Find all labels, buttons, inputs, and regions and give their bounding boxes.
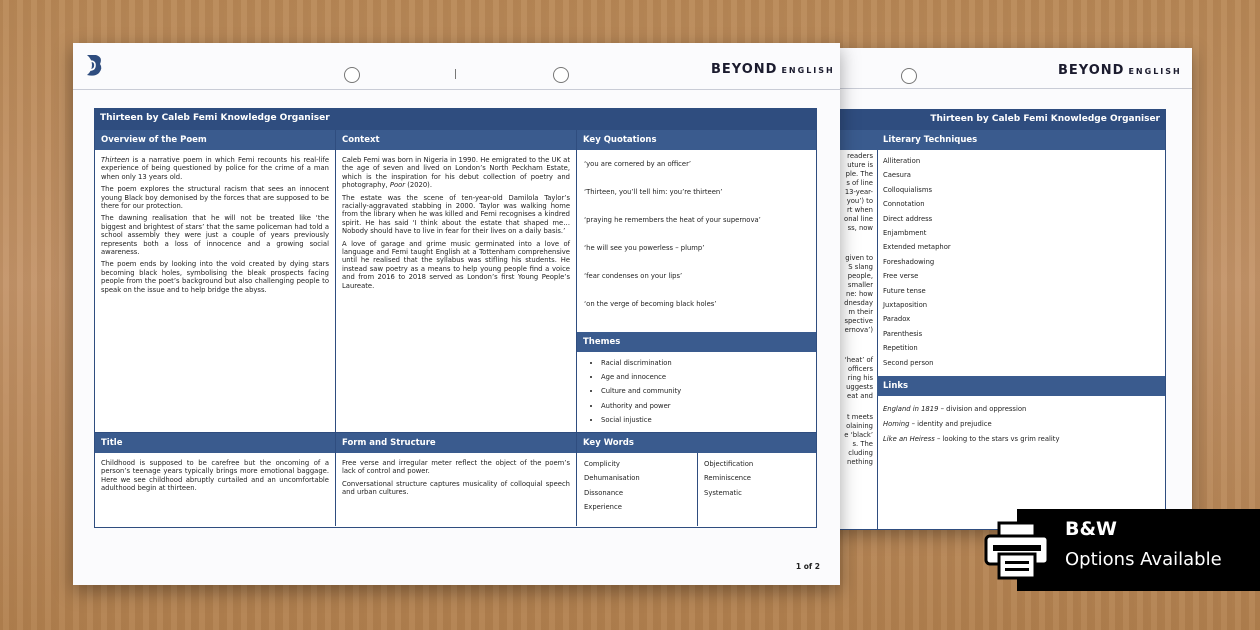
literary-technique-item: Parenthesis — [883, 329, 923, 338]
context-fragment: given to — [845, 254, 873, 262]
literary-technique-item: Free verse — [883, 272, 919, 281]
link-title: England in 1819 — [883, 405, 939, 413]
quotation-item: ‘on the verge of becoming black holes’ — [584, 300, 717, 308]
keywords-col2 — [704, 457, 753, 500]
themes-header: Themes — [577, 332, 816, 352]
link-description: – identity and prejudice — [909, 420, 992, 428]
literary-technique-item: Future tense — [883, 286, 926, 295]
context-fragment: people, — [847, 272, 873, 280]
quotation-item: ‘praying he remembers the heat of your supernova’ — [584, 216, 761, 224]
context-fragment: ernova’) — [844, 326, 873, 334]
back-title-bar: Thirteen by Caleb Femi Knowledge Organiser — [830, 109, 1166, 130]
literary-technique-item: Alliteration — [883, 157, 921, 165]
quotations-list — [584, 160, 810, 328]
brand-logo-text: BEYOND ENGLISH — [1058, 63, 1182, 78]
bw-options-banner — [1017, 509, 1260, 591]
header-rule — [830, 88, 1192, 89]
link-item — [883, 420, 1159, 428]
keyword-item: Complicity — [584, 460, 620, 468]
themes-list-container — [577, 356, 816, 427]
literary-technique-item: Juxtaposition — [883, 301, 928, 310]
quotation-item: ‘Thirteen, you’ll tell him: you’re thirteen’ — [584, 188, 723, 196]
literary-technique-item: Foreshadowing — [883, 257, 935, 266]
links-header: Links — [877, 376, 1165, 396]
link-description: – division and oppression — [938, 405, 1027, 413]
keywords-header: Key Words — [577, 433, 816, 453]
back-grid — [830, 130, 1166, 530]
context-fragment: ne: how — [846, 290, 873, 298]
literary-technique-item: Repetition — [883, 344, 918, 353]
front-page — [73, 43, 840, 585]
context-fragment: rt when — [847, 206, 873, 214]
link-item — [883, 435, 1159, 443]
context-fragment: smaller — [847, 281, 873, 289]
literary-techniques-list — [883, 154, 951, 370]
page-number: 1 of 2 — [795, 562, 820, 571]
context-fragment: S slang — [848, 263, 873, 271]
literary-techniques-header: Literary Techniques — [877, 130, 1165, 150]
context-fragment: eat and — [847, 392, 873, 400]
context-fragment: t meets — [846, 413, 873, 421]
context-fragment: onal line — [844, 215, 873, 223]
quotations-header: Key Quotations — [577, 130, 816, 150]
context-fragment: ple. The — [845, 170, 873, 178]
brand-logo-text: BEYOND ENGLISH — [711, 62, 835, 77]
back-right-column — [877, 130, 1165, 529]
banner-title: B&W — [1065, 518, 1118, 540]
back-page — [830, 48, 1192, 528]
context-fragment: dnesday — [844, 299, 873, 307]
context-fragment: cluding — [848, 449, 873, 457]
banner-subtitle: Options Available — [1065, 549, 1222, 570]
link-item — [883, 405, 1159, 413]
context-fragment: you’) to — [846, 197, 873, 205]
literary-technique-item: Paradox — [883, 315, 911, 324]
title-section — [95, 433, 336, 526]
keywords-divider — [697, 453, 698, 526]
literary-technique-item: Enjambment — [883, 229, 927, 238]
literary-technique-item: Colloquialisms — [883, 185, 932, 194]
context-fragment: m their — [848, 308, 873, 316]
printer-icon — [983, 521, 1053, 581]
keyword-item: Reminiscence — [704, 474, 751, 483]
quotations-section — [577, 130, 816, 433]
context-fragment: olaining — [846, 422, 873, 430]
keywords-col1 — [584, 457, 640, 515]
context-text: Caleb Femi was born in Nigeria in 1990. He emigrated to the UK at the age of seven and lived on London’s North Peckham Estate, which is the inspiration for his debut collection of poetry and photography, Poor (2020). The estate was the scene of ten-year-old Damilola Taylor’s racially-aggravated stabbing in 2000. Taylor was walking home from the library when he was killed and Femi recognises a kindred spirit. He has said ‘I think about the estate that shaped me… Nobody should have to live in fear for their lives on a daily basis.’ A love of garage and grime music germinated into a love of language and Femi taught English at a Tottenham comprehensive until he realised that the syllabus was stifling his students. He instead saw poetry as a means to help young people find a voice and from 2016 to 2018 served as London’s first Young People’s Laureate. — [342, 156, 570, 290]
keywords-section — [577, 433, 816, 526]
context-fragment: s of line — [846, 179, 873, 187]
title-bar: Thirteen by Caleb Femi Knowledge Organiser — [94, 108, 817, 130]
keyword-item: Systematic — [704, 488, 742, 497]
quotation-item: ‘you are cornered by an officer’ — [584, 160, 692, 168]
punch-hole — [901, 68, 917, 84]
context-fragment: ss, now — [847, 224, 873, 232]
link-description: – looking to the stars vs grim reality — [934, 435, 1060, 443]
theme-item: • Age and innocence — [601, 370, 816, 384]
context-fragment: uture is — [847, 161, 873, 169]
theme-item: • Racial discrimination — [601, 356, 816, 370]
overview-header: Overview of the Poem — [95, 130, 335, 150]
context-fragment: e ‘black’ — [844, 431, 873, 439]
context-fragment: s. The — [852, 440, 873, 448]
keyword-item: Dissonance — [584, 488, 624, 497]
context-fragment: ring his — [847, 374, 873, 382]
context-section — [336, 130, 577, 433]
header-rule — [73, 89, 840, 90]
centre-mark — [455, 69, 456, 79]
beyond-logo-icon — [84, 53, 104, 77]
theme-item: • Culture and community — [601, 384, 816, 398]
keyword-item: Dehumanisation — [584, 474, 640, 483]
context-fragment: spective — [844, 317, 873, 325]
theme-item: • Authority and power — [601, 399, 816, 413]
context-fragment: officers — [848, 365, 873, 373]
literary-technique-item: Caesura — [883, 171, 911, 180]
links-list — [883, 405, 1159, 450]
keyword-item: Experience — [584, 503, 622, 512]
literary-technique-item: Second person — [883, 358, 934, 367]
title-text: Childhood is supposed to be carefree but the oncoming of a person’s teenage years typically brings more emotional baggage. Here we see childhood abruptly curtailed and an uncomfortable adulthood begin at thirteen. — [101, 459, 329, 493]
context-fragment: nething — [847, 458, 873, 466]
context-fragment: ‘heat’ of — [844, 356, 873, 364]
keyword-item: Objectification — [704, 460, 754, 468]
context-fragment: uggests — [846, 383, 873, 391]
quotation-item: ‘fear condenses on your lips’ — [584, 272, 683, 280]
literary-technique-item: Connotation — [883, 200, 925, 209]
theme-item: • Social injustice — [601, 413, 816, 427]
literary-technique-item: Extended metaphor — [883, 243, 951, 252]
context-header: Context — [336, 130, 576, 150]
quotation-item: ‘he will see you powerless – plump’ — [584, 244, 705, 252]
literary-technique-item: Direct address — [883, 214, 933, 223]
link-title: Like an Heiress — [883, 435, 935, 443]
form-text: Free verse and irregular meter reflect the object of the poem’s lack of control and power. Conversational structure captures musicality of colloquial speech and urban cultures. — [342, 459, 570, 497]
overview-text: Thirteen is a narrative poem in which Femi recounts his real-life experience of being questioned by police for the crime of a man when only 13 years old. The poem explores the structural racism that sees an innocent young Black boy demonised by the forces that are supposed to be there for our protection. The dawning realisation that he will not be treated like ‘the biggest and brightest of stars’ that the same policeman had told a school assembly they were just a couple of years previously represents both a loss of innocence and a growing social awareness. The poem ends by looking into the void created by dying stars becoming black holes, symbolising the bleak prospects facing people from the poet’s background but also challenging people to speak on the issue and to help bridge the abyss. — [101, 156, 329, 294]
punch-hole — [344, 67, 360, 83]
themes-list — [577, 356, 816, 427]
form-section — [336, 433, 577, 526]
link-title: Homing — [883, 420, 910, 428]
main-grid — [94, 130, 817, 528]
punch-hole — [553, 67, 569, 83]
form-header: Form and Structure — [336, 433, 576, 453]
context-fragment: 13-year- — [844, 188, 873, 196]
overview-section — [95, 130, 336, 433]
context-fragment: readers — [847, 152, 873, 160]
title-header: Title — [95, 433, 335, 453]
